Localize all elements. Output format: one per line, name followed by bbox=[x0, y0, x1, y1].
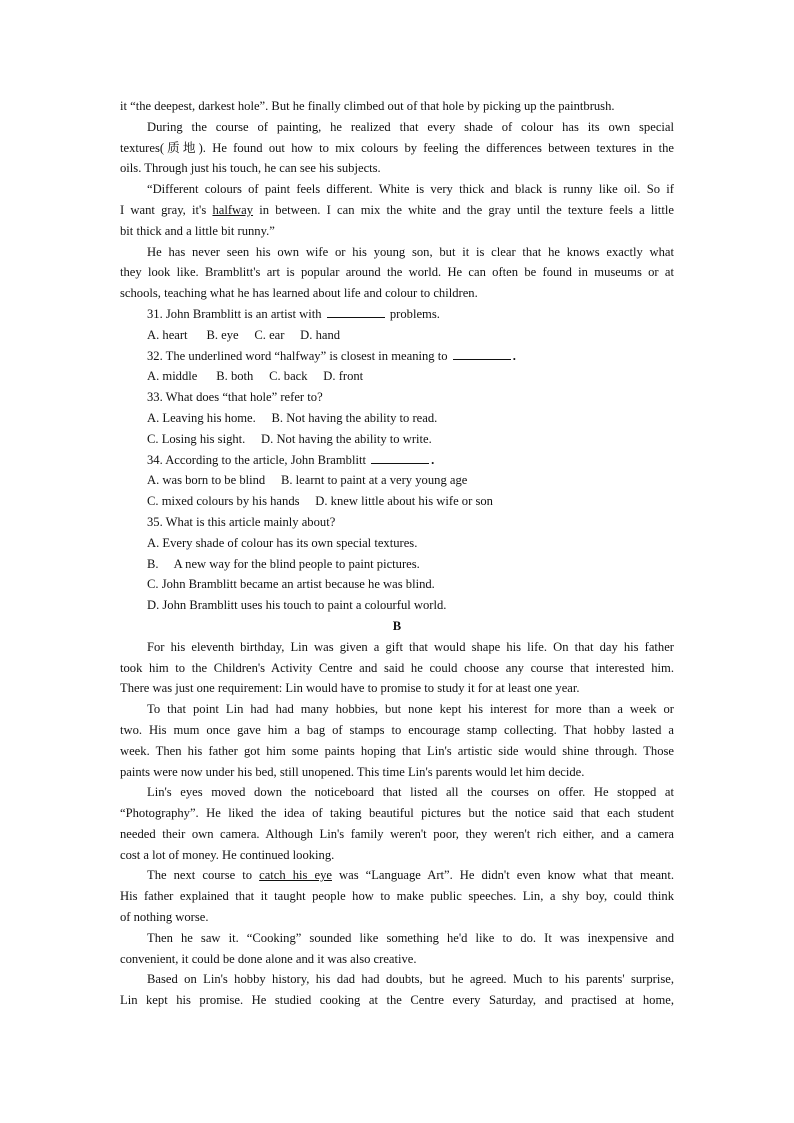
paragraph-line: To that point Lin had had many hobbies, but none kept his interest for more than a week or bbox=[147, 702, 674, 717]
paragraph-line: For his eleventh birthday, Lin was given a gift that would shape his life. On that day his father bbox=[147, 639, 674, 654]
paragraph-line: bit thick and a little bit runny.” bbox=[120, 223, 275, 238]
paragraph-line: He has never seen his own wife or his young son, but it is clear that he knows exactly what bbox=[147, 244, 674, 259]
question-stem: 31. John Bramblitt is an artist with bbox=[147, 306, 322, 321]
answer-blank[interactable] bbox=[453, 348, 511, 360]
paragraph-line: two. His mum once gave him a bag of stamps to encourage stamp collecting. That hobby lasted a bbox=[120, 722, 674, 737]
paragraph-line: they look like. Bramblitt's art is popular around the world. He can often be found in museums or at bbox=[120, 265, 674, 280]
paragraph-line: it “the deepest, darkest hole”. But he finally climbed out of that hole by picking up the paintbrush. bbox=[120, 99, 615, 113]
question-34 bbox=[120, 450, 674, 471]
paragraph-line: “Photography”. He liked the idea of taking beautiful pictures but the notice said that each student bbox=[120, 806, 674, 821]
paragraph-line: textures(质地). He found out how to mix colours by feeling the differences between textures in the bbox=[120, 140, 674, 155]
underlined-word-halfway: halfway bbox=[212, 202, 254, 217]
paragraph-line bbox=[120, 200, 674, 221]
paragraph-line: paints were now under his bed, still unopened. This time Lin's parents would let him decide. bbox=[120, 764, 585, 779]
text-span: I want gray, it's bbox=[120, 202, 207, 217]
question-stem: 32. The underlined word “halfway” is closest in meaning to bbox=[147, 348, 448, 363]
paragraph-line: took him to the Children's Activity Centre and said he could choose any course that interested him. bbox=[120, 660, 674, 675]
question-35: 35. What is this article mainly about? bbox=[147, 514, 336, 529]
question-35-option-d: D. John Bramblitt uses his touch to paint a colourful world. bbox=[147, 598, 447, 613]
paragraph-line: oils. Through just his touch, he can see his subjects. bbox=[120, 161, 381, 176]
paragraph-line bbox=[120, 865, 674, 886]
text-column bbox=[120, 96, 674, 1011]
question-31 bbox=[120, 304, 674, 325]
paragraph-line: cost a lot of money. He continued looking. bbox=[120, 847, 335, 862]
text-span: The next course to bbox=[147, 868, 253, 883]
paragraph-line: “Different colours of paint feels different. White is very thick and black is runny like oil. So if bbox=[147, 182, 674, 197]
question-stem: 34. According to the article, John Bramblitt bbox=[147, 452, 366, 467]
question-35-option-b: B. A new way for the blind people to paint pictures. bbox=[147, 556, 420, 571]
paragraph-line: During the course of painting, he realized that every shade of colour has its own special bbox=[147, 119, 674, 134]
paragraph-line: His father explained that it taught people how to make public speeches. Lin, a shy boy, could think bbox=[120, 889, 674, 904]
paragraph-line: needed their own camera. Although Lin's family weren't poor, they weren't rich either, and a camera bbox=[120, 826, 674, 841]
paragraph-line: of nothing worse. bbox=[120, 910, 209, 925]
question-33: 33. What does “that hole” refer to? bbox=[147, 390, 323, 405]
question-33-options-1: A. Leaving his home. B. Not having the ability to read. bbox=[147, 410, 438, 425]
question-stem-end: . bbox=[431, 452, 435, 467]
section-heading: B bbox=[392, 618, 402, 633]
question-32-options: A. middle B. both C. back D. front bbox=[147, 369, 364, 384]
underlined-phrase-catch-his-eye: catch his eye bbox=[259, 868, 332, 883]
question-31-options: A. heart B. eye C. ear D. hand bbox=[147, 327, 341, 342]
question-33-options-2: C. Losing his sight. D. Not having the ability to write. bbox=[147, 431, 432, 446]
question-35-option-a: A. Every shade of colour has its own special textures. bbox=[147, 535, 418, 550]
question-34-options-2: C. mixed colours by his hands D. knew little about his wife or son bbox=[147, 494, 493, 509]
question-stem-end: problems. bbox=[389, 306, 440, 321]
question-35-option-c: C. John Bramblitt became an artist because he was blind. bbox=[147, 577, 435, 592]
paragraph-line: week. Then his father got him some paints hoping that Lin's artistic side would shine through. Those bbox=[120, 743, 674, 758]
answer-blank[interactable] bbox=[327, 306, 385, 318]
text-span: was “Language Art”. He didn't even know what that meant. bbox=[339, 868, 674, 883]
paragraph-line: Based on Lin's hobby history, his dad had doubts, but he agreed. Much to his parents' surprise, bbox=[147, 972, 674, 987]
paragraph-line: There was just one requirement: Lin would have to promise to study it for at least one year. bbox=[120, 681, 580, 696]
question-32 bbox=[120, 346, 674, 367]
answer-blank[interactable] bbox=[371, 452, 429, 464]
paragraph-line: Lin's eyes moved down the noticeboard that listed all the courses on offer. He stopped at bbox=[147, 785, 674, 800]
paragraph-line: schools, teaching what he has learned about life and colour to children. bbox=[120, 286, 478, 301]
question-34-options-1: A. was born to be blind B. learnt to paint at a very young age bbox=[147, 473, 468, 488]
paragraph-line: convenient, it could be done alone and it was also creative. bbox=[120, 951, 417, 966]
text-span: in between. I can mix the white and the gray until the texture feels a little bbox=[259, 202, 675, 217]
paragraph-line: Then he saw it. “Cooking” sounded like something he'd like to do. It was inexpensive and bbox=[147, 930, 674, 945]
paragraph-line: Lin kept his promise. He studied cooking at the Centre every Saturday, and practised at home, bbox=[120, 993, 674, 1008]
question-stem-end: . bbox=[512, 348, 516, 363]
